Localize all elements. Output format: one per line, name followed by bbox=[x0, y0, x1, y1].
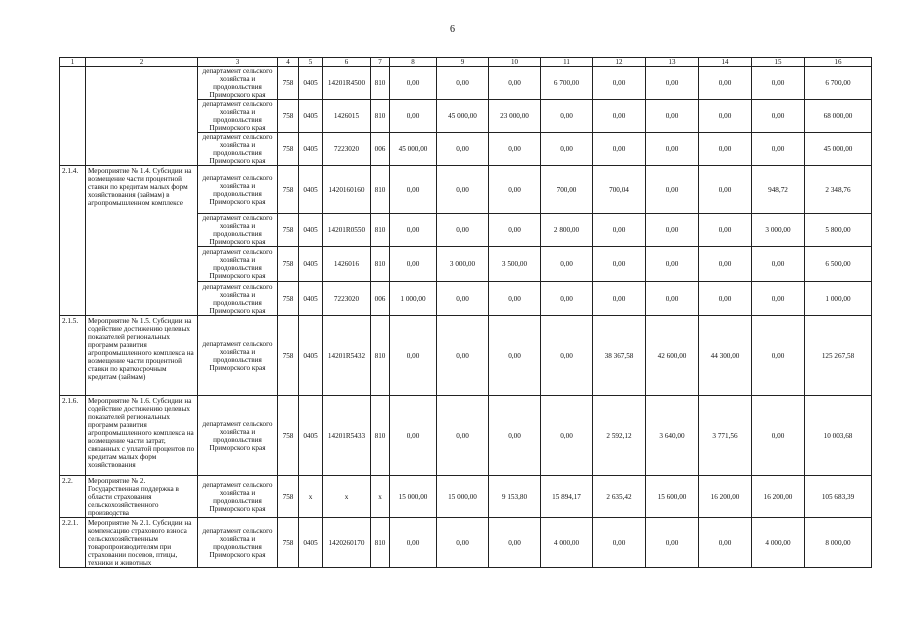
cell-c9: 0,00 bbox=[437, 316, 489, 396]
cell-c16: 2 348,76 bbox=[805, 166, 872, 214]
cell-c9: 15 000,00 bbox=[437, 476, 489, 518]
cell-c9: 0,00 bbox=[437, 214, 489, 247]
cell-c12: 0,00 bbox=[593, 133, 646, 166]
cell-c15: 0,00 bbox=[752, 316, 805, 396]
responsible-org: департамент сельского хозяйства и продовольствия Приморского края bbox=[198, 282, 278, 316]
table-row bbox=[60, 396, 872, 476]
cell-c4: 758 bbox=[278, 67, 299, 100]
cell-c14: 0,00 bbox=[699, 100, 752, 133]
cell-c16: 68 000,00 bbox=[805, 100, 872, 133]
cell-c9: 45 000,00 bbox=[437, 100, 489, 133]
cell-c5: 0405 bbox=[299, 166, 323, 214]
cell-c8: 0,00 bbox=[390, 247, 437, 282]
cell-c13: 0,00 bbox=[646, 166, 699, 214]
cell-c16: 8 000,00 bbox=[805, 518, 872, 568]
cell-c11: 0,00 bbox=[541, 133, 593, 166]
col-header: 5 bbox=[299, 58, 323, 67]
cell-c7: 810 bbox=[371, 396, 390, 476]
cell-c8: 45 000,00 bbox=[390, 133, 437, 166]
cell-c10: 9 153,80 bbox=[489, 476, 541, 518]
cell-c8: 0,00 bbox=[390, 316, 437, 396]
cell-c10: 0,00 bbox=[489, 166, 541, 214]
cell-c10: 0,00 bbox=[489, 133, 541, 166]
col-header: 7 bbox=[371, 58, 390, 67]
col-header: 9 bbox=[437, 58, 489, 67]
responsible-org: департамент сельского хозяйства и продовольствия Приморского края bbox=[198, 247, 278, 282]
cell-c11: 4 000,00 bbox=[541, 518, 593, 568]
cell-c13: 3 640,00 bbox=[646, 396, 699, 476]
cell-c14: 0,00 bbox=[699, 214, 752, 247]
cell-c14: 16 200,00 bbox=[699, 476, 752, 518]
cell-c5: 0405 bbox=[299, 100, 323, 133]
table-row bbox=[60, 316, 872, 396]
cell-c7: 006 bbox=[371, 282, 390, 316]
cell-c8: 0,00 bbox=[390, 100, 437, 133]
cell-c5: 0405 bbox=[299, 518, 323, 568]
col-header: 6 bbox=[323, 58, 371, 67]
cell-c13: 0,00 bbox=[646, 133, 699, 166]
item-name: Мероприятие № 1.6. Субсидии на содействие достижению целевых показателей региональных программ развития агропромышленного комплекса на возмещение части затрат, связанных с уплатой процентов по кредитам малых форм хозяйствования bbox=[86, 396, 198, 476]
cell-c16: 1 000,00 bbox=[805, 282, 872, 316]
cell-c5: 0405 bbox=[299, 396, 323, 476]
cell-c15: 948,72 bbox=[752, 166, 805, 214]
cell-c4: 758 bbox=[278, 100, 299, 133]
cell-c8: 15 000,00 bbox=[390, 476, 437, 518]
cell-c8: 0,00 bbox=[390, 396, 437, 476]
cell-c11: 6 700,00 bbox=[541, 67, 593, 100]
cell-c15: 3 000,00 bbox=[752, 214, 805, 247]
cell-c15: 16 200,00 bbox=[752, 476, 805, 518]
cell-c13: 0,00 bbox=[646, 100, 699, 133]
cell-c11: 0,00 bbox=[541, 247, 593, 282]
cell-c11: 700,00 bbox=[541, 166, 593, 214]
cell-c7: 810 bbox=[371, 214, 390, 247]
cell-c7: 810 bbox=[371, 67, 390, 100]
cell-c13: 0,00 bbox=[646, 282, 699, 316]
cell-c11: 0,00 bbox=[541, 282, 593, 316]
cell-c6: 1426015 bbox=[323, 100, 371, 133]
cell-c13: 0,00 bbox=[646, 518, 699, 568]
col-header: 2 bbox=[86, 58, 198, 67]
cell-c15: 0,00 bbox=[752, 100, 805, 133]
responsible-org: департамент сельского хозяйства и продовольствия Приморского края bbox=[198, 396, 278, 476]
item-name: Мероприятие № 1.4. Субсидии на возмещение части процентной ставки по кредитам малых форм хозяйствования (займам) в агропромышленном комплексе bbox=[86, 166, 198, 316]
responsible-org: департамент сельского хозяйства и продовольствия Приморского края bbox=[198, 166, 278, 214]
table-row bbox=[60, 67, 872, 100]
cell-c6: 14201R5433 bbox=[323, 396, 371, 476]
cell-c12: 0,00 bbox=[593, 100, 646, 133]
cell-c6: 14201R4500 bbox=[323, 67, 371, 100]
cell-c16: 125 267,58 bbox=[805, 316, 872, 396]
cell-c6: 1426016 bbox=[323, 247, 371, 282]
responsible-org: департамент сельского хозяйства и продовольствия Приморского края bbox=[198, 133, 278, 166]
cell-c4: 758 bbox=[278, 316, 299, 396]
cell-c9: 0,00 bbox=[437, 282, 489, 316]
item-name bbox=[86, 67, 198, 166]
table-row bbox=[60, 166, 872, 214]
item-name: Мероприятие № 1.5. Субсидии на содействие достижению целевых показателей региональных программ развития агропромышленного комплекса на возмещение части процентной ставки по краткосрочным кредитам (займам) bbox=[86, 316, 198, 396]
cell-c9: 0,00 bbox=[437, 133, 489, 166]
cell-c8: 1 000,00 bbox=[390, 282, 437, 316]
cell-c5: 0405 bbox=[299, 316, 323, 396]
cell-c14: 0,00 bbox=[699, 247, 752, 282]
cell-c6: 1420160160 bbox=[323, 166, 371, 214]
cell-c5: 0405 bbox=[299, 214, 323, 247]
cell-c12: 0,00 bbox=[593, 67, 646, 100]
cell-c10: 0,00 bbox=[489, 518, 541, 568]
cell-c12: 0,00 bbox=[593, 282, 646, 316]
responsible-org: департамент сельского хозяйства и продовольствия Приморского края bbox=[198, 518, 278, 568]
page-number: 6 bbox=[450, 24, 455, 35]
responsible-org: департамент сельского хозяйства и продовольствия Приморского края bbox=[198, 476, 278, 518]
item-number: 2.2.1. bbox=[60, 518, 86, 568]
cell-c11: 15 894,17 bbox=[541, 476, 593, 518]
cell-c4: 758 bbox=[278, 214, 299, 247]
cell-c13: 0,00 bbox=[646, 214, 699, 247]
cell-c10: 0,00 bbox=[489, 67, 541, 100]
cell-c16: 45 000,00 bbox=[805, 133, 872, 166]
item-number: 2.2. bbox=[60, 476, 86, 518]
col-header: 12 bbox=[593, 58, 646, 67]
cell-c12: 0,00 bbox=[593, 247, 646, 282]
cell-c4: 758 bbox=[278, 282, 299, 316]
cell-c4: 758 bbox=[278, 247, 299, 282]
cell-c10: 0,00 bbox=[489, 214, 541, 247]
col-header: 13 bbox=[646, 58, 699, 67]
cell-c7: 810 bbox=[371, 100, 390, 133]
cell-c6: 7223020 bbox=[323, 282, 371, 316]
item-number: 2.1.6. bbox=[60, 396, 86, 476]
item-name: Мероприятие № 2. Государственная поддержка в области страхования сельскохозяйственного производства bbox=[86, 476, 198, 518]
cell-c11: 2 800,00 bbox=[541, 214, 593, 247]
cell-c4: 758 bbox=[278, 396, 299, 476]
col-header: 3 bbox=[198, 58, 278, 67]
cell-c5: 0405 bbox=[299, 133, 323, 166]
cell-c15: 0,00 bbox=[752, 396, 805, 476]
cell-c14: 44 300,00 bbox=[699, 316, 752, 396]
cell-c9: 0,00 bbox=[437, 67, 489, 100]
cell-c15: 0,00 bbox=[752, 282, 805, 316]
col-header: 14 bbox=[699, 58, 752, 67]
cell-c8: 0,00 bbox=[390, 166, 437, 214]
cell-c15: 0,00 bbox=[752, 133, 805, 166]
cell-c12: 0,00 bbox=[593, 214, 646, 247]
col-header: 4 bbox=[278, 58, 299, 67]
column-number-row bbox=[60, 58, 872, 67]
cell-c8: 0,00 bbox=[390, 67, 437, 100]
cell-c6: 14201R5432 bbox=[323, 316, 371, 396]
cell-c9: 0,00 bbox=[437, 166, 489, 214]
cell-c16: 6 500,00 bbox=[805, 247, 872, 282]
col-header: 10 bbox=[489, 58, 541, 67]
cell-c5: 0405 bbox=[299, 282, 323, 316]
cell-c12: 700,04 bbox=[593, 166, 646, 214]
cell-c12: 2 592,12 bbox=[593, 396, 646, 476]
cell-c4: 758 bbox=[278, 518, 299, 568]
col-header: 16 bbox=[805, 58, 872, 67]
item-number bbox=[60, 67, 86, 166]
cell-c10: 3 500,00 bbox=[489, 247, 541, 282]
cell-c10: 0,00 bbox=[489, 396, 541, 476]
cell-c11: 0,00 bbox=[541, 100, 593, 133]
cell-c13: 42 600,00 bbox=[646, 316, 699, 396]
cell-c14: 0,00 bbox=[699, 518, 752, 568]
col-header: 15 bbox=[752, 58, 805, 67]
col-header: 1 bbox=[60, 58, 86, 67]
cell-c16: 5 800,00 bbox=[805, 214, 872, 247]
cell-c7: 810 bbox=[371, 518, 390, 568]
responsible-org: департамент сельского хозяйства и продовольствия Приморского края bbox=[198, 100, 278, 133]
cell-c9: 0,00 bbox=[437, 518, 489, 568]
col-header: 11 bbox=[541, 58, 593, 67]
cell-c4: 758 bbox=[278, 133, 299, 166]
cell-c8: 0,00 bbox=[390, 214, 437, 247]
table-row bbox=[60, 518, 872, 568]
cell-c15: 0,00 bbox=[752, 67, 805, 100]
cell-c11: 0,00 bbox=[541, 396, 593, 476]
cell-c14: 0,00 bbox=[699, 67, 752, 100]
cell-c14: 3 771,56 bbox=[699, 396, 752, 476]
cell-c7: 810 bbox=[371, 316, 390, 396]
cell-c13: 0,00 bbox=[646, 67, 699, 100]
cell-c15: 4 000,00 bbox=[752, 518, 805, 568]
cell-c12: 2 635,42 bbox=[593, 476, 646, 518]
responsible-org: департамент сельского хозяйства и продовольствия Приморского края bbox=[198, 316, 278, 396]
cell-c5: 0405 bbox=[299, 247, 323, 282]
cell-c14: 0,00 bbox=[699, 282, 752, 316]
item-number: 2.1.5. bbox=[60, 316, 86, 396]
cell-c5: 0405 bbox=[299, 67, 323, 100]
cell-c10: 0,00 bbox=[489, 316, 541, 396]
cell-c6: 1420260170 bbox=[323, 518, 371, 568]
cell-c7: 810 bbox=[371, 247, 390, 282]
cell-c14: 0,00 bbox=[699, 166, 752, 214]
cell-c4: 758 bbox=[278, 166, 299, 214]
table-row bbox=[60, 476, 872, 518]
responsible-org: департамент сельского хозяйства и продовольствия Приморского края bbox=[198, 67, 278, 100]
responsible-org: департамент сельского хозяйства и продовольствия Приморского края bbox=[198, 214, 278, 247]
cell-c16: 6 700,00 bbox=[805, 67, 872, 100]
cell-c16: 105 683,39 bbox=[805, 476, 872, 518]
cell-c6: 14201R0550 bbox=[323, 214, 371, 247]
cell-c11: 0,00 bbox=[541, 316, 593, 396]
cell-c13: 15 600,00 bbox=[646, 476, 699, 518]
cell-c6: x bbox=[323, 476, 371, 518]
col-header: 8 bbox=[390, 58, 437, 67]
cell-c13: 0,00 bbox=[646, 247, 699, 282]
cell-c7: x bbox=[371, 476, 390, 518]
cell-c4: 758 bbox=[278, 476, 299, 518]
cell-c15: 0,00 bbox=[752, 247, 805, 282]
cell-c5: x bbox=[299, 476, 323, 518]
cell-c6: 7223020 bbox=[323, 133, 371, 166]
cell-c16: 10 003,68 bbox=[805, 396, 872, 476]
cell-c7: 810 bbox=[371, 166, 390, 214]
cell-c10: 0,00 bbox=[489, 282, 541, 316]
cell-c8: 0,00 bbox=[390, 518, 437, 568]
table-body bbox=[60, 58, 872, 568]
item-name: Мероприятие № 2.1. Субсидии на компенсацию страхового взноса сельскохозяйственным товаропроизводителям при страховании посевов, птицы, техники и животных bbox=[86, 518, 198, 568]
cell-c9: 0,00 bbox=[437, 396, 489, 476]
cell-c9: 3 000,00 bbox=[437, 247, 489, 282]
cell-c12: 38 367,58 bbox=[593, 316, 646, 396]
budget-table bbox=[59, 57, 872, 568]
cell-c7: 006 bbox=[371, 133, 390, 166]
cell-c14: 0,00 bbox=[699, 133, 752, 166]
cell-c10: 23 000,00 bbox=[489, 100, 541, 133]
cell-c12: 0,00 bbox=[593, 518, 646, 568]
item-number: 2.1.4. bbox=[60, 166, 86, 316]
